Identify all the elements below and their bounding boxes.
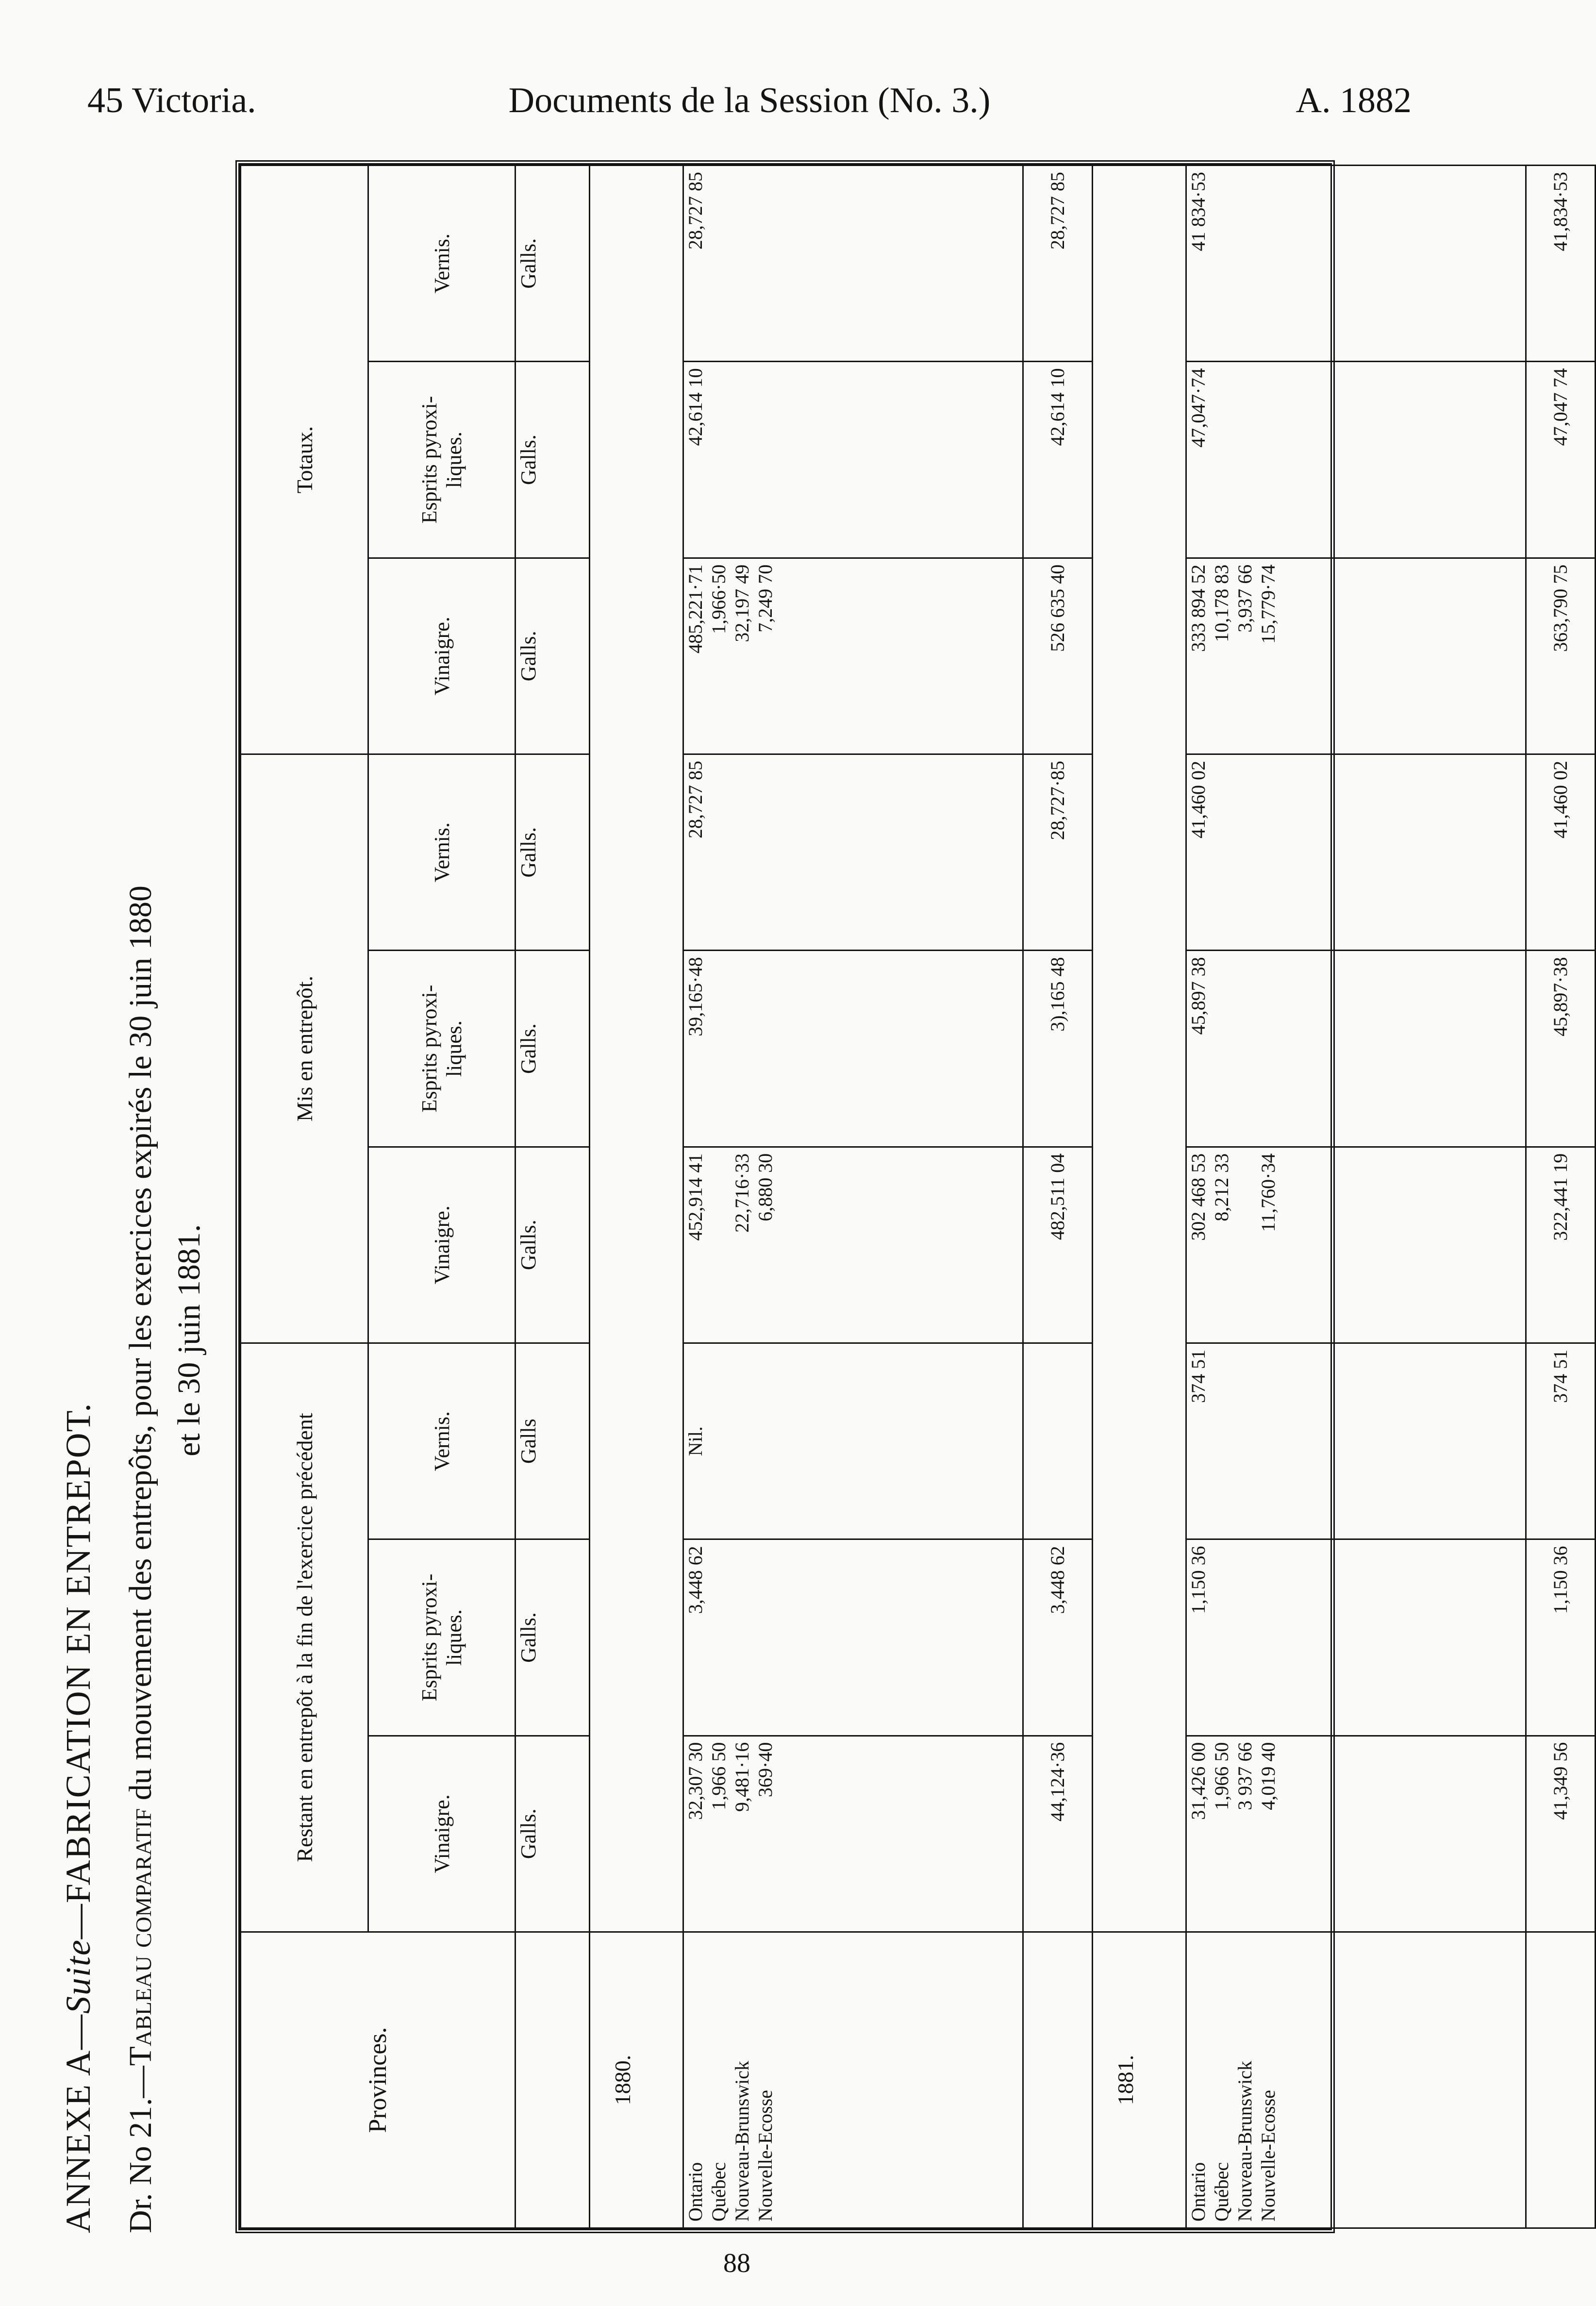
page-number: 88 <box>723 2248 750 2278</box>
group-restant: Restant en entrepôt à la fin de l'exercice précédent <box>241 1343 368 1932</box>
col-provinces: Provinces. <box>241 1932 515 2228</box>
cell: 374 51 <box>1186 1343 1526 1539</box>
cell: 31,426 00 1,966 50 3 937 66 4,019 40 <box>1186 1736 1526 1932</box>
cell: 3,448 62 <box>683 1539 1023 1736</box>
annexe-title: ANNEXE A—Suite—FABRICATION EN ENTREPOT. <box>59 1402 98 2233</box>
cell: 41 834·53 <box>1186 166 1526 362</box>
total-cell: 28,727·85 <box>1023 754 1093 951</box>
unit-label: Galls. <box>515 1736 590 1932</box>
total-row <box>1023 166 1093 2228</box>
province-list: Ontario Québec Nouveau-Brunswick Nouvelle-Ecosse <box>1186 1932 1526 2228</box>
running-header <box>87 80 1412 129</box>
table-row-group <box>1186 166 1526 2228</box>
cell: 32,307 30 1,966 50 9,481·16 369·40 <box>683 1736 1023 1932</box>
total-cell: 41,349 56 <box>1526 1736 1596 1932</box>
sub-vernis: Vernis. <box>368 1343 515 1539</box>
total-cell: 322,441 19 <box>1526 1147 1596 1343</box>
group-totaux: Totaux. <box>241 166 368 754</box>
cell: 333 894 52 10,178 83 3,937 66 15,779·74 <box>1186 558 1526 754</box>
unit-label: Galls. <box>515 362 590 558</box>
year-label: 1880. <box>590 1932 683 2228</box>
rotated-page-content <box>49 160 1571 2233</box>
total-row <box>1526 166 1596 2228</box>
total-cell: 482,511 04 <box>1023 1147 1093 1343</box>
unit-label: Galls. <box>515 558 590 754</box>
total-cell: 363,790 75 <box>1526 558 1596 754</box>
sub-vinaigre: Vinaigre. <box>368 1736 515 1932</box>
table-row-group <box>683 166 1023 2228</box>
year-label: 1881. <box>1093 1932 1186 2228</box>
cell: Nil. <box>683 1343 1023 1539</box>
unit-label: Galls <box>515 1343 590 1539</box>
province-list: Ontario Québec Nouveau-Brunswick Nouvelle-Ecosse <box>683 1932 1023 2228</box>
cell: 47,047·74 <box>1186 362 1526 558</box>
total-cell: 42,614 10 <box>1023 362 1093 558</box>
sub-vernis: Vernis. <box>368 166 515 362</box>
header-right: A. 1882 <box>1296 81 1412 120</box>
cell: 485,221·71 1,966·50 32,197 49 7,249 70 <box>683 558 1023 754</box>
unit-label: Galls. <box>515 166 590 362</box>
data-table <box>240 165 1596 2229</box>
cell: 39,165·48 <box>683 951 1023 1147</box>
total-cell: 3),165 48 <box>1023 951 1093 1147</box>
header-center: Documents de la Session (No. 3.) <box>508 81 991 120</box>
unit-label: Galls. <box>515 1147 590 1343</box>
total-cell: 526 635 40 <box>1023 558 1093 754</box>
unit-label: Galls. <box>515 1539 590 1736</box>
table-title: Dr. No 21.—Tableau comparatif du mouvement des entrepôts, pour les exercices expirés le 30 juin 1880 et le 30 juin 1881. <box>123 886 207 2233</box>
data-table-frame <box>235 160 1571 2233</box>
unit-label: Galls. <box>515 754 590 951</box>
cell: 41,460 02 <box>1186 754 1526 951</box>
total-cell: 45,897·38 <box>1526 951 1596 1147</box>
total-cell: 41,834·53 <box>1526 166 1596 362</box>
header-left: 45 Victoria. <box>87 81 256 120</box>
total-cell: 47,047 74 <box>1526 362 1596 558</box>
total-cell: 1,150 36 <box>1526 1539 1596 1736</box>
cell: 1,150 36 <box>1186 1539 1526 1736</box>
cell: 452,914 41 22,716·33 6,880 30 <box>683 1147 1023 1343</box>
sub-esprits: Esprits pyroxi- liques. <box>368 1539 515 1736</box>
unit-label: Galls. <box>515 951 590 1147</box>
total-cell: 41,460 02 <box>1526 754 1596 951</box>
cell: 42,614 10 <box>683 362 1023 558</box>
group-mis: Mis en entrepôt. <box>241 754 368 1343</box>
cell: 28,727 85 <box>683 754 1023 951</box>
cell: 28,727 85 <box>683 166 1023 362</box>
total-cell <box>1023 1343 1093 1539</box>
total-cell: 44,124·36 <box>1023 1736 1093 1932</box>
cell: 302 468 53 8,212 33 11,760·34 <box>1186 1147 1526 1343</box>
sub-esprits: Esprits pyroxi- liques. <box>368 362 515 558</box>
sub-vinaigre: Vinaigre. <box>368 558 515 754</box>
total-cell: 28,727 85 <box>1023 166 1093 362</box>
sub-vernis: Vernis. <box>368 754 515 951</box>
total-cell: 374 51 <box>1526 1343 1596 1539</box>
sub-esprits: Esprits pyroxi- liques. <box>368 951 515 1147</box>
sub-vinaigre: Vinaigre. <box>368 1147 515 1343</box>
total-cell: 3,448 62 <box>1023 1539 1093 1736</box>
cell: 45,897 38 <box>1186 951 1526 1147</box>
